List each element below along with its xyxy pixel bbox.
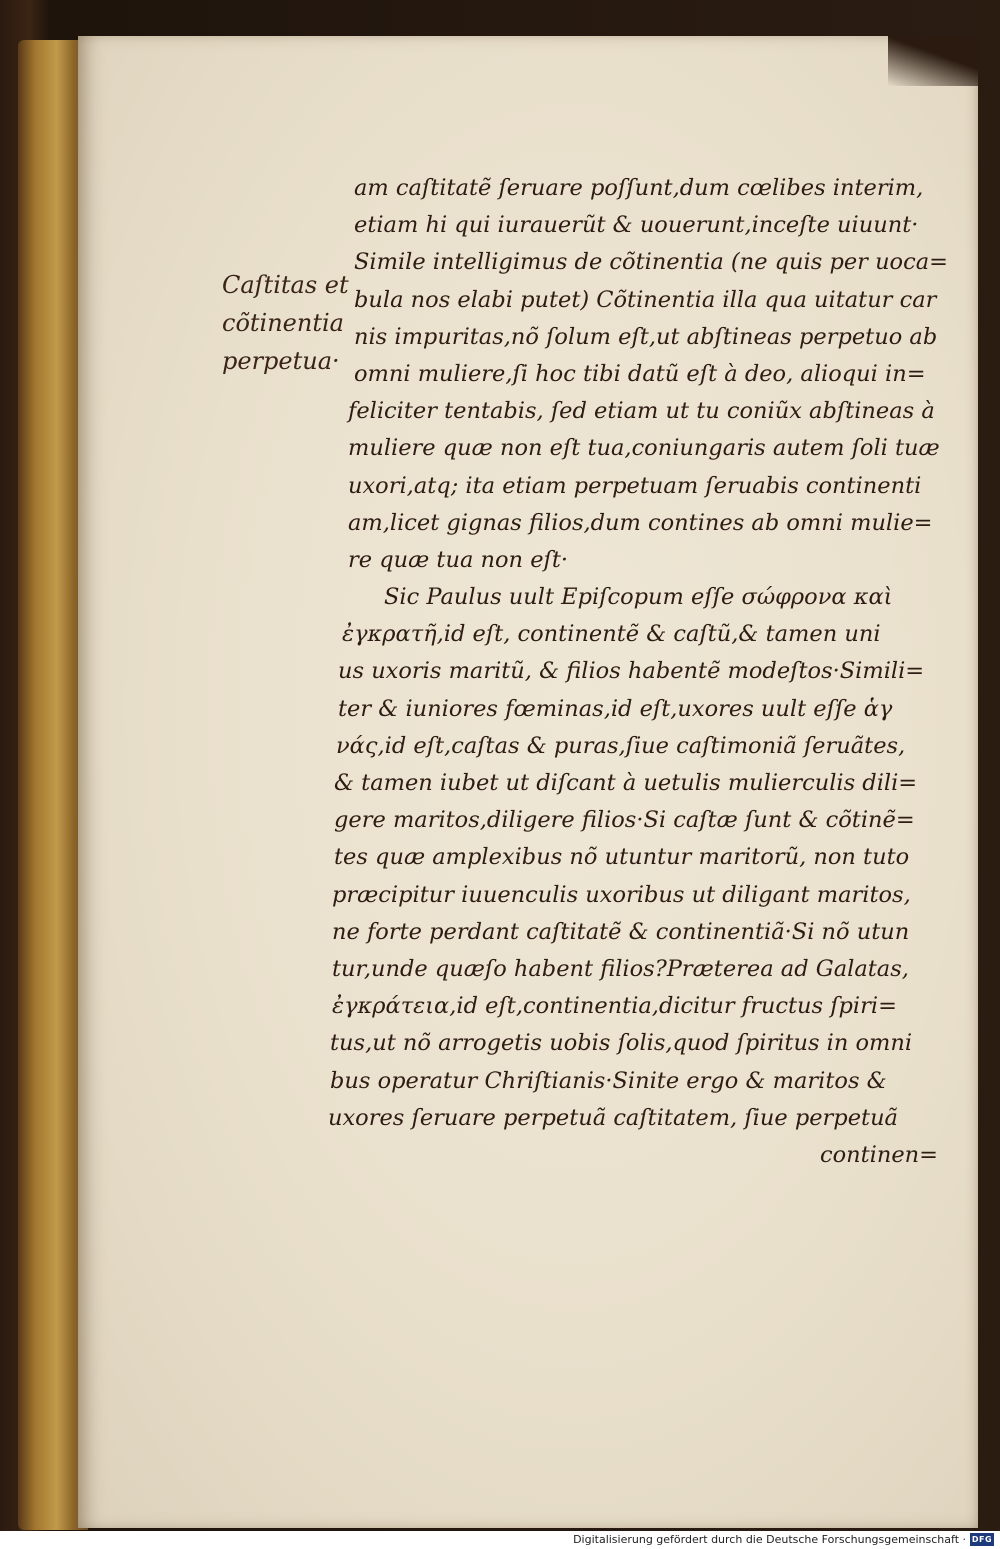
marginal-note-line: cõtinentia xyxy=(222,309,344,337)
marginal-note-line: perpetua· xyxy=(222,347,340,375)
text-line: νάς,id eſt,caſtas & puras,ſiue caſtimoniã ſeruãtes, xyxy=(336,732,906,759)
page-corner-shadow xyxy=(888,36,978,86)
text-line: feliciter tentabis, ſed etiam ut tu coniũx abſtineas à xyxy=(348,398,935,425)
dfg-logo: DFG xyxy=(971,1535,993,1544)
text-line: muliere quæ non eſt tua,coniungaris autem ſoli tuæ xyxy=(348,435,940,462)
text-line: præcipitur iuuenculis uxoribus ut diligant maritos, xyxy=(332,881,911,908)
text-line: us uxoris maritũ, & filios habentẽ modeſtos·Simili= xyxy=(338,658,925,685)
text-line: nis impuritas,nõ ſolum eſt,ut abſtineas perpetuo ab xyxy=(354,323,938,350)
text-line: bus operatur Chriſtianis·Sinite ergo & maritos & xyxy=(330,1067,887,1094)
text-line: ter & iuniores fœminas,id eſt,uxores uult eſſe ἁγ xyxy=(338,695,893,722)
text-line: tes quæ amplexibus nõ utuntur maritorũ, non tuto xyxy=(334,844,910,871)
text-line: Simile intelligimus de cõtinentia (ne quis per uoca= xyxy=(354,249,948,276)
text-line: uxori,atq; ita etiam perpetuam ſeruabis continenti xyxy=(348,472,922,499)
marginal-note-line: Caſtitas et xyxy=(222,271,349,299)
text-line: tur,unde quæſo habent filios?Præterea ad Galatas, xyxy=(332,955,909,982)
text-line: re quæ tua non eſt· xyxy=(348,546,569,573)
footer-credit: Digitalisierung gefördert durch die Deutsche Forschungsgemeinschaft · xyxy=(573,1533,966,1546)
text-line: etiam hi qui iurauerũt & uouerunt,inceſte uiuunt· xyxy=(354,212,919,239)
footer-bar xyxy=(0,1531,1000,1549)
text-line: omni muliere,ſi hoc tibi datũ eſt à deo, alioqui in= xyxy=(354,360,926,387)
text-line: gere maritos,diligere filios·Si caſtæ ſunt & cõtinẽ= xyxy=(334,807,915,834)
text-line: am caſtitatẽ ſeruare poſſunt,dum cœlibes interim, xyxy=(354,175,924,201)
text-line: Sic Paulus uult Epiſcopum eſſe σώφρονα καὶ xyxy=(384,584,893,611)
text-line: ἐγκράτεια,id eſt,continentia,dicitur fructus ſpiri= xyxy=(332,993,897,1020)
text-line: ἐγκρατῆ,id eſt, continentẽ & caſtũ,& tamen uni xyxy=(342,621,881,648)
text-line: am,licet gignas filios,dum contines ab omni mulie= xyxy=(348,509,933,536)
text-line: tus,ut nõ arrogetis uobis ſolis,quod ſpiritus in omni xyxy=(330,1030,913,1057)
body-text xyxy=(328,170,956,1174)
text-line: uxores ſeruare perpetuã caſtitatem, ſiue perpetuã xyxy=(328,1104,898,1131)
text-line: & tamen iubet ut diſcant à uetulis mulierculis dili= xyxy=(334,770,918,796)
catchword: continen= xyxy=(819,1141,938,1168)
text-line: bula nos elabi putet) Cõtinentia illa qua uitatur car xyxy=(354,286,937,313)
text-line: ne forte perdant caſtitatẽ & continentiã·Si nõ utun xyxy=(332,918,910,945)
